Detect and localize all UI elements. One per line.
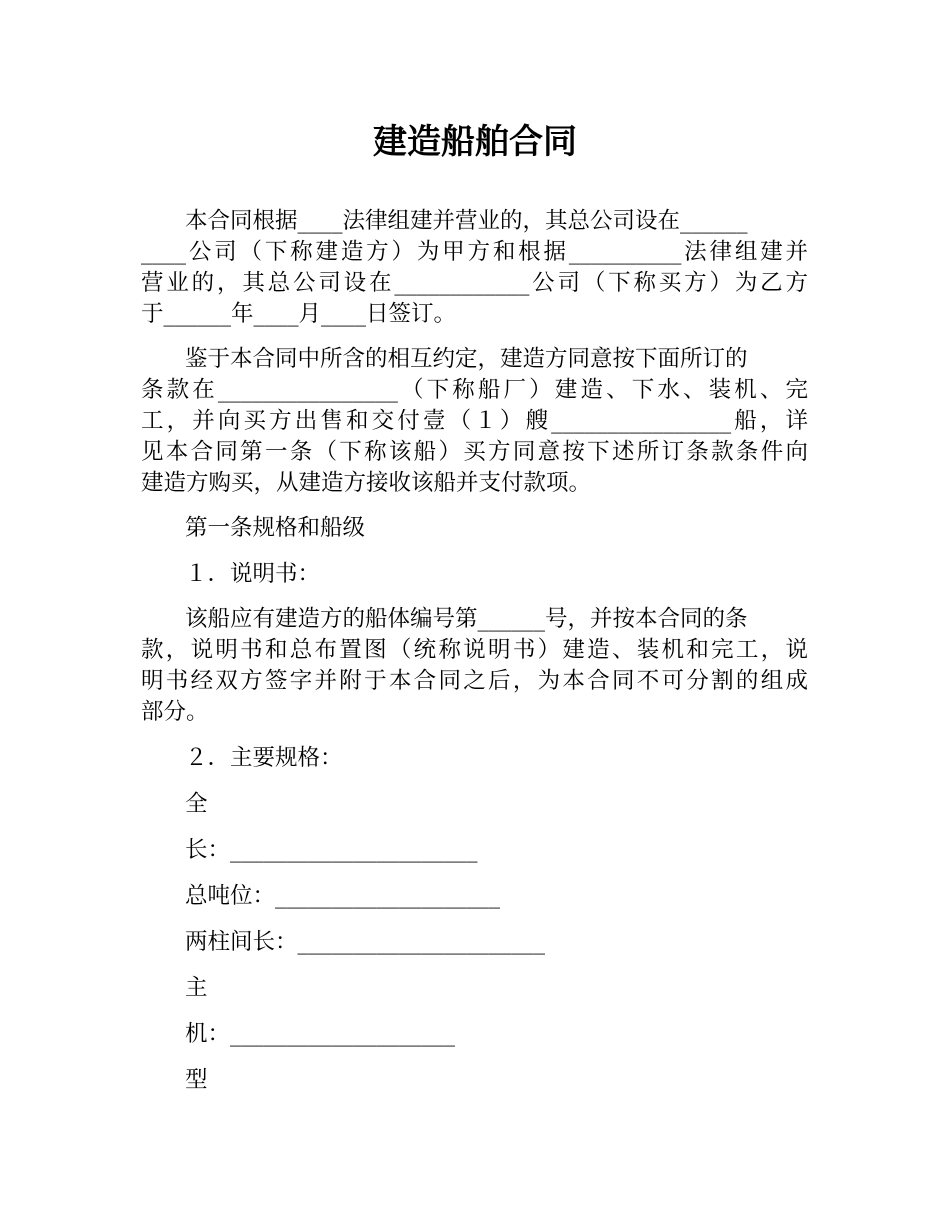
paragraph2-line5: 建造方购买，从建造方接收该船并支付款项。 [141, 470, 592, 496]
document-title: 建造船舶合同 [373, 122, 577, 162]
paragraph2-line3: 工，并向买方出售和交付壹（１）艘________________船，详 [141, 408, 808, 434]
item2-heading: ２．主要规格： [185, 745, 343, 771]
item1-heading: １．说明书： [185, 561, 321, 587]
spec-full-length-field: 长：______________________ [185, 837, 478, 863]
article1-heading: 第一条规格和船级 [185, 515, 366, 541]
paragraph1-line2: ____公司（下称建造方）为甲方和根据__________法律组建并 [141, 239, 808, 265]
paragraph3-line3: 明书经双方签字并附于本合同之后，为本合同不可分割的组成 [141, 668, 808, 694]
paragraph1-line3: 营业的，其总公司设在____________公司（下称买方）为乙方 [141, 270, 808, 296]
spec-model-label-part1: 型 [185, 1067, 208, 1093]
paragraph3-line1: 该船应有建造方的船体编号第______号，并按本合同的条 [185, 606, 748, 632]
paragraph2-line2: 条款在________________（下称船厂）建造、下水、装机、完 [141, 377, 808, 403]
spec-gross-tonnage-field: 总吨位：____________________ [185, 883, 501, 909]
spec-main-engine-label-part1: 主 [185, 975, 208, 1001]
paragraph3-line4: 部分。 [141, 699, 209, 725]
paragraph1-line1: 本合同根据____法律组建并营业的，其总公司设在______ [185, 208, 748, 234]
spec-length-between-perpendiculars-field: 两柱间长：______________________ [185, 929, 546, 955]
spec-main-engine-field: 机：____________________ [185, 1021, 456, 1047]
paragraph2-line4: 见本合同第一条（下称该船）买方同意按下述所订条款条件向 [141, 439, 808, 465]
paragraph1-line4: 于______年____月____日签订。 [141, 301, 457, 327]
paragraph3-line2: 款，说明书和总布置图（统称说明书）建造、装机和完工，说 [141, 637, 808, 663]
spec-full-length-label-part1: 全 [185, 791, 208, 817]
paragraph2-line1: 鉴于本合同中所含的相互约定，建造方同意按下面所订的 [185, 346, 748, 372]
